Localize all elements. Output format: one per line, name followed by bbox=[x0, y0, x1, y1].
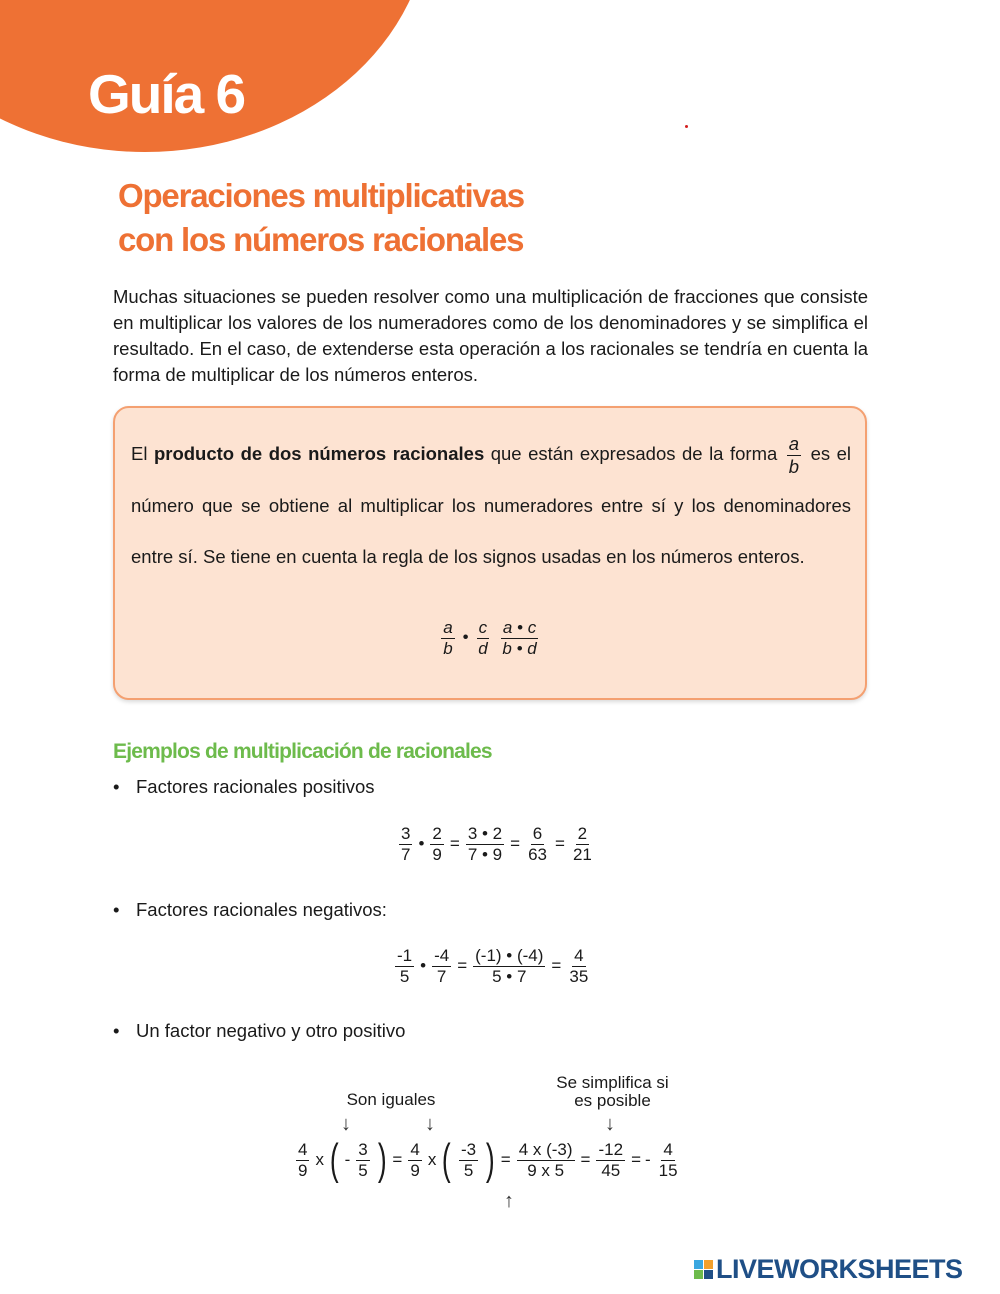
definition-box bbox=[113, 406, 867, 700]
formula-b: b bbox=[443, 638, 453, 658]
ex3-eq-3: = bbox=[580, 1150, 591, 1169]
example-3-equation bbox=[293, 1135, 683, 1184]
ex3-eq-4: = bbox=[631, 1150, 641, 1169]
arrow-up: ↑ bbox=[504, 1190, 514, 1212]
ex3-n1: 4 bbox=[298, 1139, 308, 1159]
ex3-minus-1: - bbox=[344, 1150, 351, 1169]
ex1-d2: 9 bbox=[432, 844, 442, 864]
ex1-d1: 7 bbox=[401, 844, 411, 864]
ex3-frac-2 bbox=[356, 1140, 369, 1180]
ex2-frac-2 bbox=[432, 946, 451, 986]
arrow-down-3: ↓ bbox=[605, 1113, 615, 1135]
ex3-paren-close-1: ) bbox=[377, 1135, 387, 1184]
formula-c: c bbox=[478, 618, 488, 637]
examples-heading: Ejemplos de multiplicación de racionales bbox=[113, 740, 492, 763]
example-2-label bbox=[113, 899, 387, 921]
page-title-line-1: Operaciones multiplicativas bbox=[118, 177, 524, 214]
form-numerator: a bbox=[788, 433, 800, 455]
ex3-eq-2: = bbox=[500, 1150, 511, 1169]
ex1-frac-5 bbox=[571, 824, 594, 864]
definition-text bbox=[131, 428, 851, 583]
ex3-paren-open-2: ( bbox=[442, 1135, 452, 1184]
ex3-eq-1: = bbox=[392, 1150, 403, 1169]
form-denominator: b bbox=[788, 455, 800, 477]
ex2-n3: (-1) • (-4) bbox=[475, 946, 544, 965]
arrow-down-1: ↓ bbox=[341, 1113, 351, 1135]
ex1-n1: 3 bbox=[401, 824, 411, 843]
formula-product-fraction bbox=[500, 618, 538, 658]
intro-paragraph: Muchas situaciones se pueden resolver como una multiplicación de fracciones que consiste en multiplicar los valores de los numeradores como de los denominadores y se simplifica el resultado. En el caso, de extenderse esta operación a los racionales se tendría en cuenta la forma de multiplicar de los números enteros. bbox=[113, 286, 868, 385]
ex1-eq-2: = bbox=[510, 834, 521, 854]
example-1-label bbox=[113, 776, 375, 798]
ex2-n4: 4 bbox=[574, 946, 584, 965]
ex3-d5: 9 x 5 bbox=[527, 1160, 565, 1180]
logo-grid-icon bbox=[694, 1260, 713, 1279]
ex3-frac-7 bbox=[657, 1140, 680, 1180]
ex1-d4: 63 bbox=[528, 844, 547, 864]
definition-rest: es el número que se obtiene al multiplicar los numeradores entre sí y los denominadores entre sí. Se tiene en cuenta la regla de los signos usadas en los números enteros. bbox=[131, 443, 851, 567]
formula-dot: • bbox=[462, 627, 469, 647]
example-3-label bbox=[113, 1020, 405, 1042]
ex2-dot: • bbox=[420, 956, 427, 976]
ex3-frac-5 bbox=[517, 1140, 575, 1180]
formula-product-num: a • c bbox=[502, 618, 537, 637]
ex3-d7: 15 bbox=[658, 1160, 678, 1180]
ex2-n1: -1 bbox=[397, 946, 413, 965]
formula-product-den: b • d bbox=[502, 638, 537, 658]
annotation-simplify-line-2: es posible bbox=[574, 1091, 651, 1110]
ex1-d5: 21 bbox=[572, 844, 592, 864]
formula-fraction-cd bbox=[476, 618, 489, 658]
ex3-frac-1 bbox=[296, 1140, 309, 1180]
ex1-frac-2 bbox=[430, 824, 443, 864]
ex2-frac-1 bbox=[395, 946, 414, 986]
logo-text: LIVEWORKSHEETS bbox=[716, 1253, 963, 1284]
ex2-d2: 7 bbox=[436, 966, 447, 986]
example-3-text: Un factor negativo y otro positivo bbox=[136, 1020, 406, 1041]
ex3-d2: 5 bbox=[358, 1160, 368, 1180]
ex1-n4: 6 bbox=[532, 824, 543, 843]
ex3-d6: 45 bbox=[601, 1160, 621, 1180]
form-fraction bbox=[787, 433, 801, 477]
guide-label: Guía 6 bbox=[88, 63, 245, 125]
annotation-equal: Son iguales bbox=[346, 1090, 436, 1109]
ex2-eq-1: = bbox=[457, 956, 468, 976]
ex1-n2: 2 bbox=[432, 824, 442, 843]
ex3-n3: 4 bbox=[410, 1139, 420, 1159]
ex3-n5: 4 x (-3) bbox=[518, 1139, 573, 1159]
ex1-frac-1 bbox=[399, 824, 412, 864]
annotation-simplify-line-1: Se simplifica si bbox=[556, 1073, 669, 1092]
ex3-paren-close-2: ) bbox=[486, 1135, 495, 1184]
definition-lead: El bbox=[131, 443, 148, 464]
example-1-text: Factores racionales positivos bbox=[136, 776, 375, 797]
ex1-eq-3: = bbox=[555, 834, 565, 854]
ex1-frac-4 bbox=[526, 824, 549, 864]
example-2-text: Factores racionales negativos: bbox=[136, 899, 387, 920]
ex3-times-1: x bbox=[315, 1150, 324, 1169]
page-title-line-2: con los números racionales bbox=[118, 221, 524, 258]
product-formula bbox=[115, 618, 865, 658]
ex2-d3: 5 • 7 bbox=[492, 966, 527, 986]
ex2-frac-4 bbox=[567, 946, 590, 986]
bullet-2: • bbox=[113, 899, 120, 920]
ex3-n4: -3 bbox=[460, 1139, 477, 1159]
ex3-frac-3 bbox=[408, 1140, 421, 1180]
ex3-d3: 9 bbox=[410, 1160, 420, 1180]
example-1-equation bbox=[396, 824, 597, 864]
ex3-frac-6 bbox=[596, 1140, 625, 1180]
ex1-dot: • bbox=[418, 834, 425, 854]
annotation-simplify bbox=[545, 1074, 680, 1110]
ex1-n3: 3 • 2 bbox=[467, 824, 503, 843]
page-title bbox=[118, 174, 524, 262]
ex1-d3: 7 • 9 bbox=[467, 844, 503, 864]
liveworksheets-logo[interactable] bbox=[694, 1254, 963, 1284]
definition-middle: que están expresados de la forma bbox=[490, 443, 778, 464]
definition-bold-term: producto de dos números racionales bbox=[153, 443, 485, 464]
ex3-paren-open-1: ( bbox=[329, 1135, 339, 1184]
ex1-frac-3 bbox=[466, 824, 504, 864]
ex1-eq-1: = bbox=[449, 834, 460, 854]
decorative-dot bbox=[685, 125, 688, 128]
arrow-down-2: ↓ bbox=[425, 1113, 435, 1135]
ex2-d4: 35 bbox=[569, 966, 589, 986]
ex3-frac-4 bbox=[459, 1140, 478, 1180]
formula-fraction-ab bbox=[441, 618, 454, 658]
ex2-frac-3 bbox=[473, 946, 545, 986]
ex2-d1: 5 bbox=[399, 966, 410, 986]
ex3-d1: 9 bbox=[298, 1160, 308, 1180]
ex3-minus-2: - bbox=[645, 1150, 651, 1169]
formula-d: d bbox=[478, 638, 488, 658]
ex3-n6: -12 bbox=[598, 1139, 624, 1159]
bullet-1: • bbox=[113, 776, 120, 797]
ex3-times-2: x bbox=[427, 1150, 437, 1169]
bullet-3: • bbox=[113, 1020, 120, 1041]
ex2-n2: -4 bbox=[434, 946, 450, 965]
formula-a: a bbox=[443, 618, 453, 637]
ex3-n2: 3 bbox=[358, 1139, 368, 1159]
ex3-d4: 5 bbox=[463, 1160, 474, 1180]
ex1-n5: 2 bbox=[577, 824, 588, 843]
ex2-eq-2: = bbox=[551, 956, 562, 976]
ex3-n7: 4 bbox=[663, 1139, 673, 1159]
example-2-equation bbox=[392, 946, 593, 986]
